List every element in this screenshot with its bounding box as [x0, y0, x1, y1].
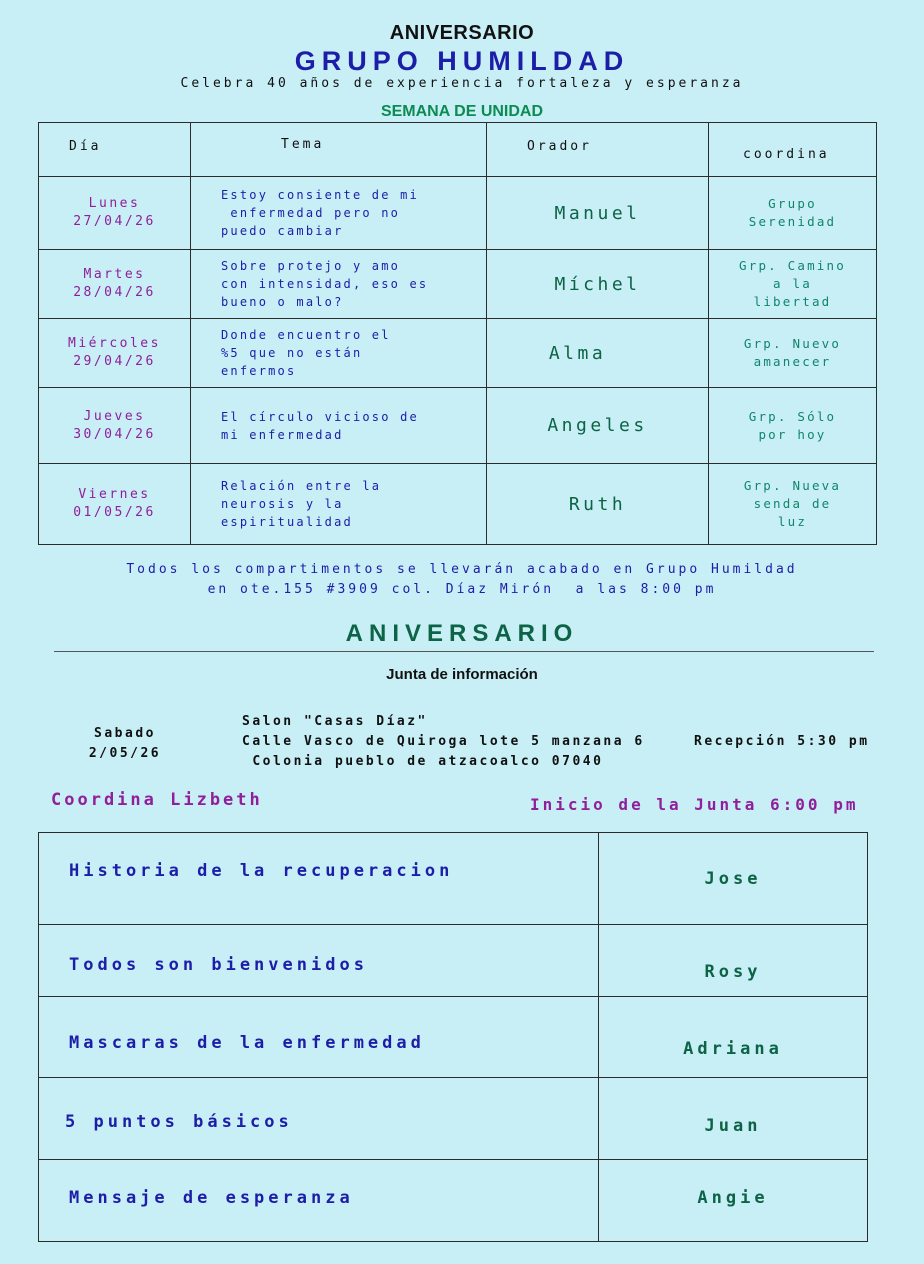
tema-cell: Donde encuentro el %5 que no están enfermos [191, 319, 487, 388]
group-name: GRUPO HUMILDAD [294, 46, 630, 76]
start-time: Inicio de la Junta 6:00 pm [530, 795, 859, 814]
tema-cell: Relación entre la neurosis y la espiritualidad [191, 464, 487, 545]
program-speaker: Rosy [599, 925, 868, 997]
program-topic: Mascaras de la enfermedad [39, 997, 599, 1078]
header-dia: Día [39, 123, 191, 177]
divider [54, 651, 874, 652]
header-title: ANIVERSARIO [389, 22, 535, 44]
table-header-row [39, 123, 877, 177]
table-row [39, 925, 868, 997]
table-row [39, 250, 877, 319]
aniversario-title: ANIVERSARIO [345, 620, 579, 647]
table-row [39, 464, 877, 545]
event-venue: Salon "Casas Díaz" Calle Vasco de Quiroga lote 5 manzana 6 Colonia pueblo de atzacoalco 07040 [242, 714, 645, 769]
coordina-cell: Grp. Camino a la libertad [709, 250, 877, 319]
event-date: Sabado 2/05/26 [88, 726, 162, 761]
location-note: Todos los compartimentos se llevarán acabado en Grupo Humildad en ote.155 #3909 col. Díaz Mirón a las 8:00 pm [126, 562, 798, 597]
program-topic: Historia de la recuperacion [39, 833, 599, 925]
table-row [39, 1078, 868, 1160]
program-speaker: Juan [599, 1078, 868, 1160]
coordina-cell: Grupo Serenidad [709, 177, 877, 250]
coordina-cell: Grp. Nuevo amanecer [709, 319, 877, 388]
reception-time: Recepción 5:30 pm [694, 734, 870, 749]
day-cell: Miércoles 29/04/26 [39, 319, 191, 388]
tema-cell: El círculo vicioso de mi enfermedad [191, 388, 487, 464]
table-row [39, 177, 877, 250]
program-speaker: Adriana [599, 997, 868, 1078]
header-orador: Orador [487, 123, 709, 177]
orador-cell: Ruth [487, 464, 709, 545]
program-topic: Mensaje de esperanza [39, 1160, 599, 1242]
table-row [39, 833, 868, 925]
table-row [39, 388, 877, 464]
header-subtitle: Celebra 40 años de experiencia fortaleza y esperanza [180, 76, 744, 91]
coordina-cell: Grp. Sólo por hoy [709, 388, 877, 464]
day-cell: Martes 28/04/26 [39, 250, 191, 319]
table-row [39, 997, 868, 1078]
day-cell: Jueves 30/04/26 [39, 388, 191, 464]
program-topic: 5 puntos básicos [39, 1078, 599, 1160]
coordinator-label: Coordina Lizbeth [51, 790, 263, 810]
junta-subtitle: Junta de información [386, 666, 538, 683]
program-speaker: Jose [599, 833, 868, 925]
tema-cell: Sobre protejo y amo con intensidad, eso es bueno o malo? [191, 250, 487, 319]
orador-cell: Míchel [487, 250, 709, 319]
day-cell: Viernes 01/05/26 [39, 464, 191, 545]
day-cell: Lunes 27/04/26 [39, 177, 191, 250]
orador-cell: Angeles [487, 388, 709, 464]
program-speaker: Angie [599, 1160, 868, 1242]
orador-cell: Alma [487, 319, 709, 388]
program-topic: Todos son bienvenidos [39, 925, 599, 997]
header-coordina: coordina [709, 123, 877, 177]
week-schedule-table [38, 122, 877, 545]
coordina-cell: Grp. Nueva senda de luz [709, 464, 877, 545]
header-tema: Tema [191, 123, 487, 177]
table-row [39, 1160, 868, 1242]
week-title: SEMANA DE UNIDAD [380, 103, 544, 120]
orador-cell: Manuel [487, 177, 709, 250]
table-row [39, 319, 877, 388]
tema-cell: Estoy consiente de mi enfermedad pero no puedo cambiar [191, 177, 487, 250]
program-table [38, 832, 868, 1242]
